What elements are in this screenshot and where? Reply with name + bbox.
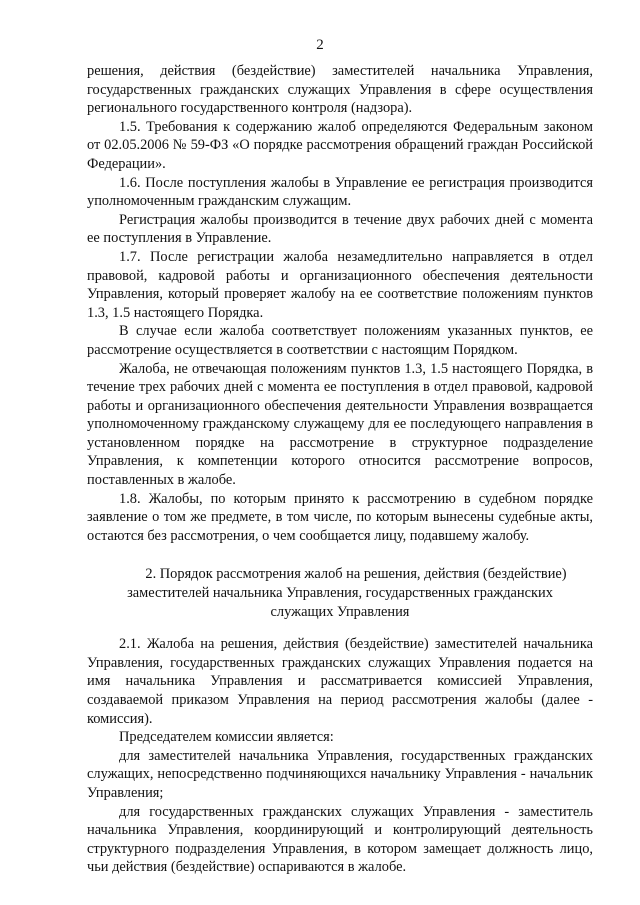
paragraphs-after bbox=[87, 635, 593, 877]
document-body bbox=[87, 62, 593, 877]
paragraph: Председателем комиссии является: bbox=[119, 729, 334, 746]
paragraph: 1.5. Требования к содержанию жалоб определяются Федеральным законом от 02.05.2006 № 59-ФЗ «О порядке рассмотрения обращений граждан Российской Федерации». bbox=[87, 118, 593, 172]
section-heading-line: заместителей начальника Управления, государственных гражданских bbox=[127, 585, 553, 602]
paragraph: для заместителей начальника Управления, государственных гражданских служащих, непосредственно подчиняющихся начальнику Управления - начальник Управления; bbox=[87, 747, 593, 801]
paragraph: Жалоба, не отвечающая положениям пунктов 1.3, 1.5 настоящего Порядка, в течение трех рабочих дней с момента ее поступления в отдел правовой, кадровой работы и организационного обеспечения деятельности Управления возвращается уполномоченному гражданскому служащему для ее последующего направления в установленном порядке на рассмотрение в структурное подразделение Управления, к компетенции которого относится рассмотрение вопросов, поставленных в жалобе. bbox=[87, 360, 593, 489]
paragraph: Регистрация жалобы производится в течение двух рабочих дней с момента ее поступления в Управление. bbox=[87, 211, 593, 247]
section-heading-line: 2. Порядок рассмотрения жалоб на решения, действия (бездействие) bbox=[145, 566, 567, 583]
paragraph: 1.7. После регистрации жалоба незамедлительно направляется в отдел правовой, кадровой работы и организационного обеспечения деятельности Управления, который проверяет жалобу на ее соответствие положениям пунктов 1.3, 1.5 настоящего Порядка. bbox=[87, 248, 593, 321]
paragraph: 2.1. Жалоба на решения, действия (бездействие) заместителей начальника Управления, государственных гражданских служащих Управления подается на имя начальника Управления и рассматривается комиссией Управления, создаваемой приказом Управления на период рассмотрения жалобы (далее - комиссия). bbox=[87, 636, 593, 727]
section-heading bbox=[87, 565, 593, 621]
paragraph: 1.8. Жалобы, по которым принято к рассмотрению в судебном порядке заявление о том же предмете, в том числе, по которым вынесены судебные акты, остаются без рассмотрения, о чем сообщается лицу, подавшему жалобу. bbox=[87, 490, 593, 544]
paragraph: В случае если жалоба соответствует положениям указанных пунктов, ее рассмотрение осуществляется в соответствии с настоящим Порядком. bbox=[87, 323, 593, 358]
paragraph: 1.6. После поступления жалобы в Управление ее регистрация производится уполномоченным гражданским служащим. bbox=[87, 174, 593, 210]
paragraphs-before bbox=[87, 62, 593, 545]
paragraph: для государственных гражданских служащих Управления - заместитель начальника Управления, координирующий и контролирующий деятельность структурного подразделения Управления, в котором замещает должность лицо, чьи действия (бездействие) оспариваются в жалобе. bbox=[87, 803, 593, 876]
section-heading-line: служащих Управления bbox=[270, 603, 410, 620]
paragraph: решения, действия (бездействие) заместителей начальника Управления, государственных гражданских служащих Управления в сфере осуществления регионального государственного контроля (надзора). bbox=[87, 63, 593, 117]
page-number: 2 bbox=[316, 37, 324, 53]
